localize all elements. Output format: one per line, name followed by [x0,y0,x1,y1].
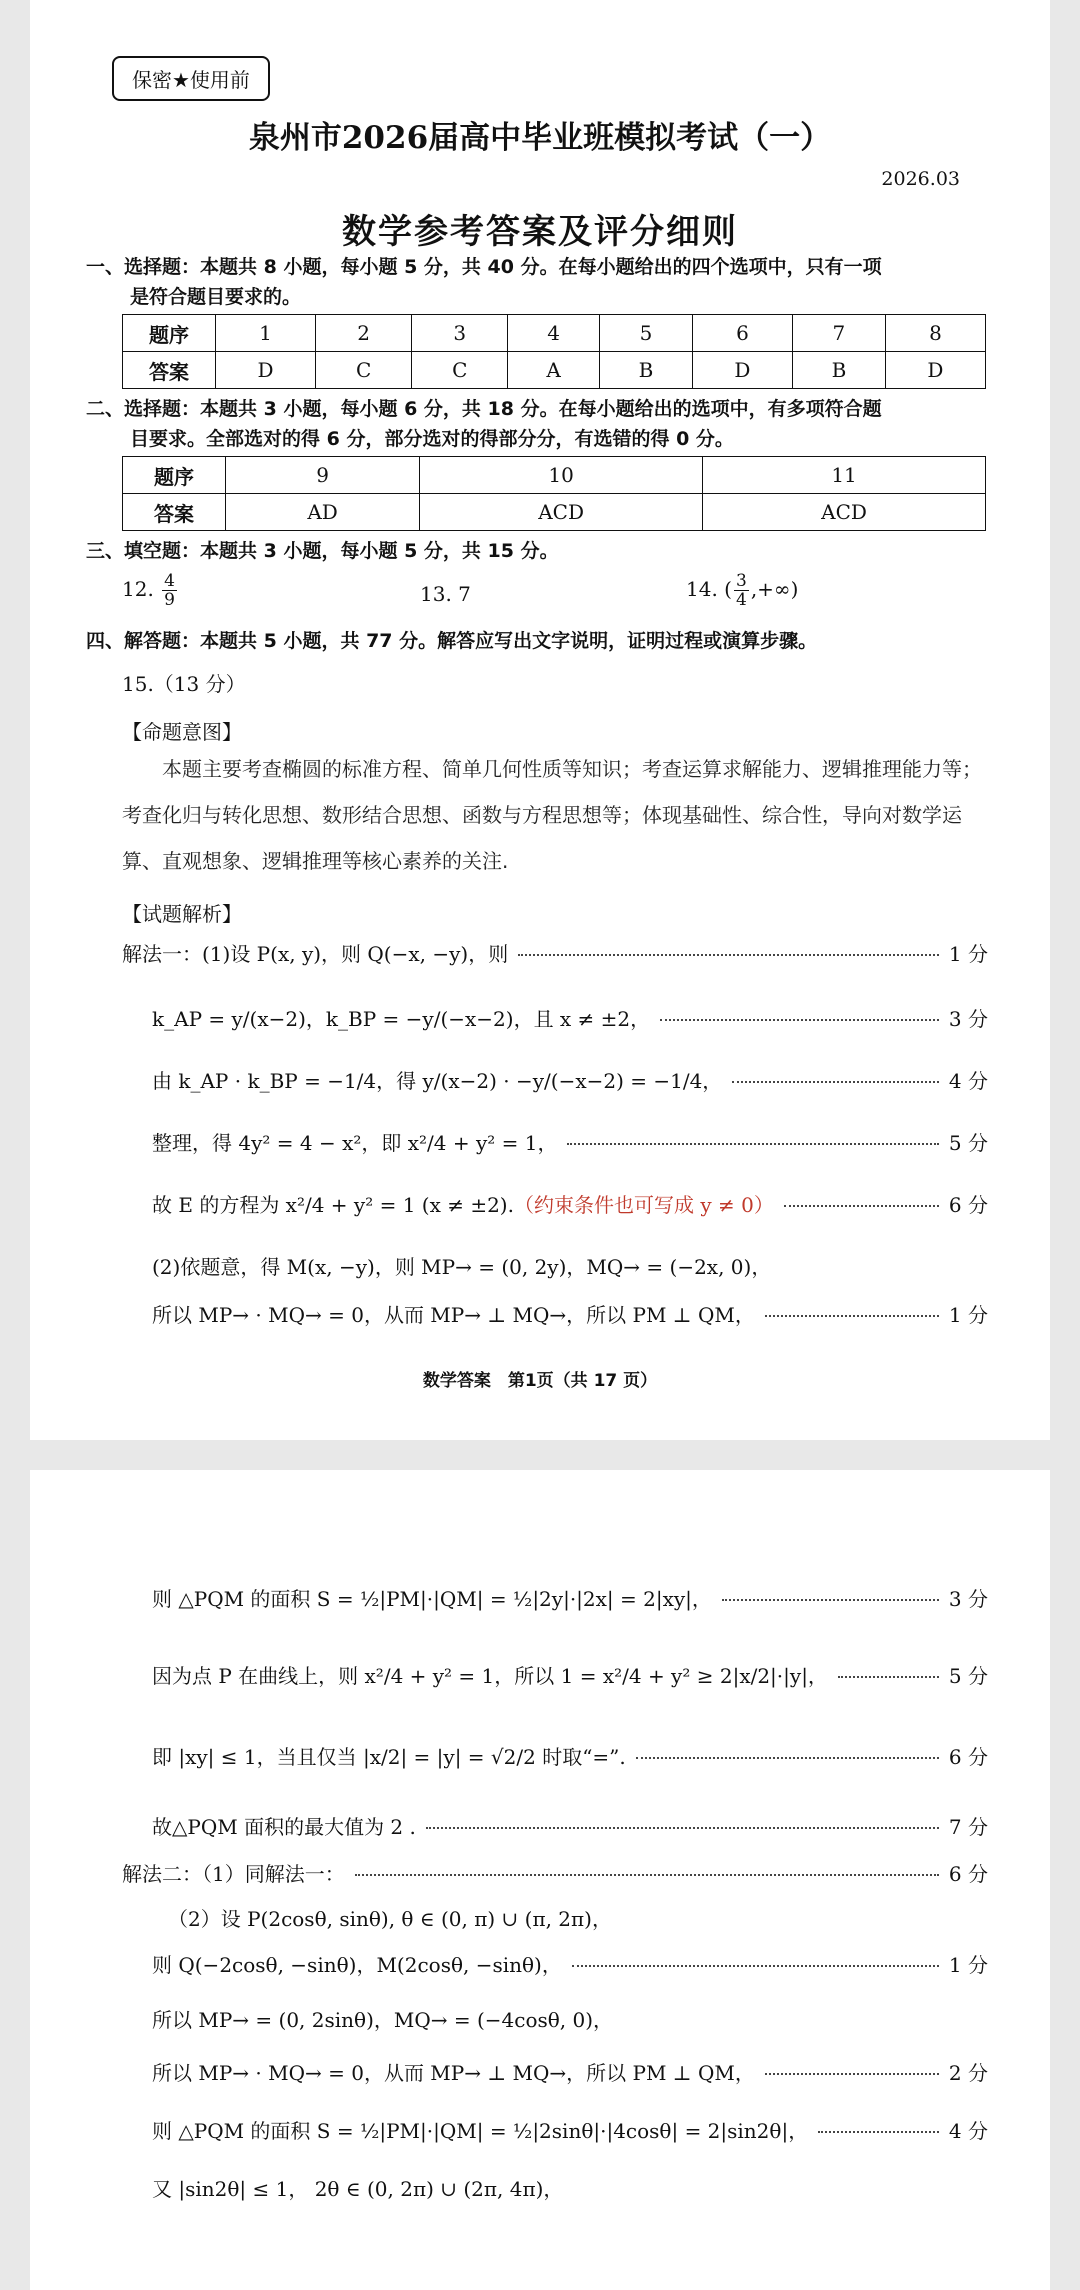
row-label: 答案 [123,494,226,531]
question-number: 6 [692,315,792,352]
solution-line: 故△PQM 面积的最大值为 2 . 7 分 [152,1808,988,1842]
score-points: 1 分 [948,1952,988,1977]
score-points: 1 分 [948,1302,988,1327]
question-number: 10 [420,457,703,494]
answer-12: 12. $\frac{4}{9}$ [122,571,175,610]
question-number: 9 [226,457,420,494]
solution-line: 即 |xy| ≤ 1，当且仅当 |x/2| = |y| = √2/2 时取“=”. 6 分 [152,1738,988,1772]
section2-answer-table [122,456,986,531]
section2-title-cont: 目要求。全部选对的得 6 分，部分选对的得部分分，有选错的得 0 分。 [130,428,734,450]
score-points: 5 分 [948,1130,988,1155]
intent-heading: 【命题意图】 [122,720,242,744]
score-points: 3 分 [948,1006,988,1031]
answer-13: 13. 7 [420,582,471,606]
row-label: 题序 [123,315,216,352]
page-footer: 数学答案 第1页（共 17 页） [422,1371,658,1391]
question-number: 4 [508,315,600,352]
score-points: 5 分 [948,1663,988,1688]
score-points: 3 分 [948,1586,988,1611]
question-number: 5 [599,315,692,352]
score-points: 2 分 [948,2060,988,2085]
fraction: $\frac{4}{9}$ [164,571,175,610]
section1-heading [86,252,882,312]
leader-dots [722,1599,939,1601]
answer-cell: B [599,352,692,389]
leader-dots [660,1019,939,1021]
leader-dots [518,954,939,956]
table-row [123,352,986,389]
section3-heading: 三、填空题：本题共 3 小题，每小题 5 分，共 15 分。 [86,540,559,562]
solution-line: 所以 MP→ · MQ→ = 0，从而 MP→ ⊥ MQ→，所以 PM ⊥ QM， 1 分 [152,1296,988,1330]
section1-answer-table [122,314,986,389]
section2-heading [86,394,882,454]
answer-cell: A [508,352,600,389]
row-label: 题序 [123,457,226,494]
row-label: 答案 [123,352,216,389]
leader-dots [818,2131,939,2133]
answer-cell: D [692,352,792,389]
answer-cell: C [412,352,508,389]
section2-title: 二、选择题：本题共 3 小题，每小题 6 分，共 18 分。在每小题给出的选项中，有多项符合题 [86,398,882,420]
answer-cell: B [792,352,885,389]
answer-cell: ACD [420,494,703,531]
answer-page-2 [30,1470,1050,2290]
question-15-label: 15.（13 分） [122,672,246,696]
solution-line: 整理，得 4y² = 4 − x²，即 x²/4 + y² = 1， 5 分 [152,1124,988,1158]
constraint-note: （约束条件也可写成 y ≠ 0） [513,1192,774,1217]
score-points: 1 分 [948,941,988,966]
score-points: 7 分 [948,1814,988,1839]
solution-line: 则 Q(−2cosθ, −sinθ)，M(2cosθ, −sinθ)， 1 分 [152,1946,988,1980]
question-number: 11 [703,457,986,494]
score-points: 4 分 [948,2118,988,2143]
section1-title: 一、选择题：本题共 8 小题，每小题 5 分，共 40 分。在每小题给出的四个选项中，只有一项 [86,256,882,278]
answer-cell: ACD [703,494,986,531]
intent-body: 本题主要考查椭圆的标准方程、简单几何性质等知识；考查运算求解能力、逻辑推理能力等；考查化归与转化思想、数形结合思想、函数与方程思想等；体现基础性、综合性，导向对数学运算、直观想象、逻辑推理等核心素养的关注. [122,757,982,873]
solution-line: (2)依题意，得 M(x, −y)，则 MP→ = (0, 2y)，MQ→ = (−2x, 0)， [152,1254,772,1279]
leader-dots [784,1205,939,1207]
leader-dots [355,1874,939,1876]
solution-line: 则 △PQM 的面积 S = ½|PM|·|QM| = ½|2sinθ|·|4cosθ| = 2|sin2θ|， 4 分 [152,2112,988,2146]
solution-line: 所以 MP→ · MQ→ = 0，从而 MP→ ⊥ MQ→，所以 PM ⊥ QM， 2 分 [152,2054,988,2088]
question-number: 7 [792,315,885,352]
leader-dots [426,1827,939,1829]
question-number: 2 [316,315,412,352]
leader-dots [765,1315,939,1317]
answer-cell: D [216,352,316,389]
score-points: 6 分 [948,1744,988,1769]
score-points: 4 分 [948,1068,988,1093]
solution-line: （2）设 P(2cosθ, sinθ), θ ∈ (0, π) ∪ (π, 2π)， [168,1906,612,1931]
answer-cell: D [885,352,985,389]
table-row [123,494,986,531]
score-points: 6 分 [948,1861,988,1886]
document-subtitle: 数学参考答案及评分细则 [342,212,738,252]
fraction: $\frac{3}{4}$ [735,571,747,610]
answer-14: 14. ( $\frac{3}{4}$ ,+∞) [686,571,799,610]
solution-line: 故 E 的方程为 x²/4 + y² = 1 (x ≠ ±2). （约束条件也可写成 y ≠ 0） 6 分 [152,1186,988,1220]
question-number: 1 [216,315,316,352]
solution-line: 解法二：（1）同解法一： 6 分 [122,1855,988,1889]
solution-line: 又 |sin2θ| ≤ 1， 2θ ∈ (0, 2π) ∪ (2π, 4π)， [152,2176,564,2201]
solution-line: k_AP = y/(x−2)，k_BP = −y/(−x−2)，且 x ≠ ±2， 3 分 [152,1000,988,1034]
question-number: 8 [885,315,985,352]
solution-line: 所以 MP→ = (0, 2sinθ)，MQ→ = (−4cosθ, 0)， [152,2007,614,2032]
answer-cell: AD [226,494,420,531]
section1-title-cont: 是符合题目要求的。 [130,286,302,308]
leader-dots [636,1757,939,1759]
exam-date: 2026.03 [881,168,960,190]
question-number: 3 [412,315,508,352]
exam-title: 泉州市2026届高中毕业班模拟考试（一） [248,120,832,156]
section4-heading: 四、解答题：本题共 5 小题，共 77 分。解答应写出文字说明，证明过程或演算步骤。 [86,630,818,652]
solution-line: 由 k_AP · k_BP = −1/4，得 y/(x−2) · −y/(−x−2) = −1/4， 4 分 [152,1062,988,1096]
score-points: 6 分 [948,1192,988,1217]
leader-dots [838,1676,939,1678]
table-row [123,315,986,352]
answer-page-1 [30,0,1050,1440]
analysis-heading: 【试题解析】 [122,902,242,926]
solution-line: 则 △PQM 的面积 S = ½|PM|·|QM| = ½|2y|·|2x| = 2|xy|， 3 分 [152,1580,988,1614]
leader-dots [732,1081,939,1083]
solution-line: 因为点 P 在曲线上，则 x²/4 + y² = 1，所以 1 = x²/4 + y² ≥ 2|x/2|·|y|， 5 分 [152,1657,988,1691]
confidential-stamp: 保密★使用前 [112,56,270,101]
solution-line: 解法一：(1)设 P(x, y)，则 Q(−x, −y)，则 1 分 [122,935,988,969]
leader-dots [572,1965,939,1967]
answer-cell: C [316,352,412,389]
table-row [123,457,986,494]
leader-dots [567,1143,938,1145]
leader-dots [765,2073,939,2075]
